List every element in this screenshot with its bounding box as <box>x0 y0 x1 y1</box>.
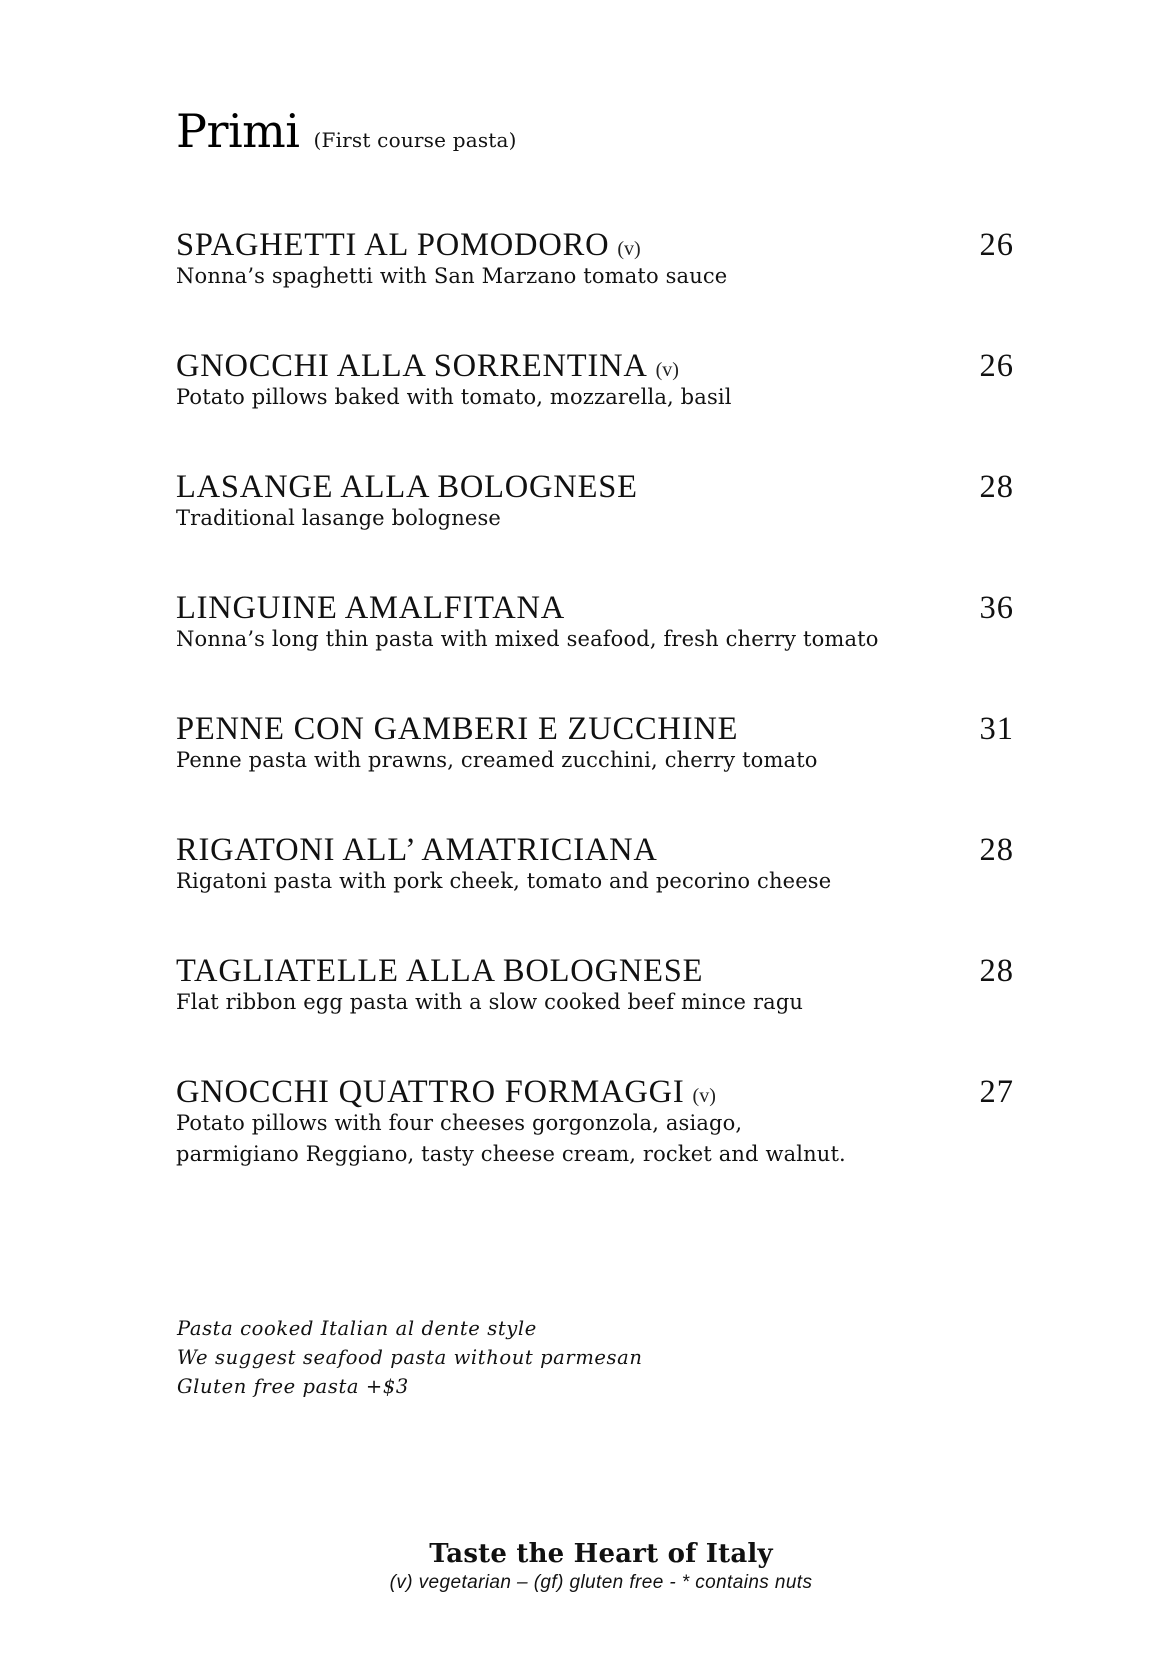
dietary-legend: (v) vegetarian – (gf) gluten free - * contains nuts <box>389 1572 813 1593</box>
menu-item <box>176 1075 1020 1196</box>
menu-item-name: LASANGE ALLA BOLOGNESE <box>176 469 638 505</box>
menu-item-description: Potato pillows baked with tomato, mozzarella, basil <box>176 385 732 409</box>
section-subtitle: (First course pasta) <box>313 128 517 152</box>
menu-item-header <box>176 228 1020 262</box>
menu-item-header <box>176 349 1020 383</box>
footer-tagline: Taste the Heart of Italy <box>429 1539 773 1569</box>
menu-item <box>176 228 1020 349</box>
menu-item-price: 31 <box>979 711 1014 747</box>
menu-item-name: GNOCCHI ALLA SORRENTINA <box>176 348 648 384</box>
menu-list <box>176 228 1020 1196</box>
vegetarian-tag: (v) <box>617 238 641 260</box>
menu-item-name: RIGATONI ALL’ AMATRICIANA <box>176 832 658 868</box>
menu-notes <box>177 1314 643 1401</box>
menu-item-header <box>176 712 1020 746</box>
menu-item-header <box>176 591 1020 625</box>
menu-item-description: Traditional lasange bolognese <box>176 506 501 530</box>
menu-item-header <box>176 954 1020 988</box>
menu-item-name: TAGLIATELLE ALLA BOLOGNESE <box>176 953 704 989</box>
menu-item <box>176 470 1020 591</box>
menu-item-description: Potato pillows with four cheeses gorgonzola, asiago, parmigiano Reggiano, tasty cheese cream, rocket and walnut. <box>176 1111 846 1166</box>
vegetarian-tag: (v) <box>655 359 679 381</box>
menu-item-price: 28 <box>979 469 1014 505</box>
menu-item-header <box>176 1075 1020 1109</box>
menu-item <box>176 954 1020 1075</box>
menu-item <box>176 833 1020 954</box>
menu-item-description: Nonna’s spaghetti with San Marzano tomato sauce <box>176 264 728 288</box>
menu-item-price: 26 <box>979 348 1014 384</box>
vegetarian-tag: (v) <box>692 1085 716 1107</box>
menu-item-header <box>176 833 1020 867</box>
menu-item-description: Flat ribbon egg pasta with a slow cooked beef mince ragu <box>176 990 804 1014</box>
page-title <box>176 104 517 158</box>
footer <box>0 1538 1170 1596</box>
menu-item <box>176 349 1020 470</box>
menu-item-name: PENNE CON GAMBERI E ZUCCHINE <box>176 711 739 747</box>
menu-item-price: 28 <box>979 832 1014 868</box>
menu-item-price: 28 <box>979 953 1014 989</box>
menu-item-name: LINGUINE AMALFITANA <box>176 590 566 626</box>
menu-item-description: Rigatoni pasta with pork cheek, tomato and pecorino cheese <box>176 869 832 893</box>
menu-item-name: GNOCCHI QUATTRO FORMAGGI <box>176 1074 685 1110</box>
menu-item-price: 26 <box>979 227 1014 263</box>
menu-item-price: 36 <box>979 590 1014 626</box>
menu-item-header <box>176 470 1020 504</box>
note-al-dente: Pasta cooked Italian al dente style <box>177 1317 537 1340</box>
menu-item <box>176 591 1020 712</box>
section-title: Primi <box>176 104 300 158</box>
menu-item-description: Nonna’s long thin pasta with mixed seafood, fresh cherry tomato <box>176 627 879 651</box>
note-gluten-free: Gluten free pasta +$3 <box>177 1375 409 1398</box>
menu-item <box>176 712 1020 833</box>
note-seafood-parmesan: We suggest seafood pasta without parmesan <box>177 1346 643 1369</box>
menu-item-price: 27 <box>979 1074 1014 1110</box>
menu-item-description: Penne pasta with prawns, creamed zucchini, cherry tomato <box>176 748 818 772</box>
menu-item-name: SPAGHETTI AL POMODORO <box>176 227 610 263</box>
